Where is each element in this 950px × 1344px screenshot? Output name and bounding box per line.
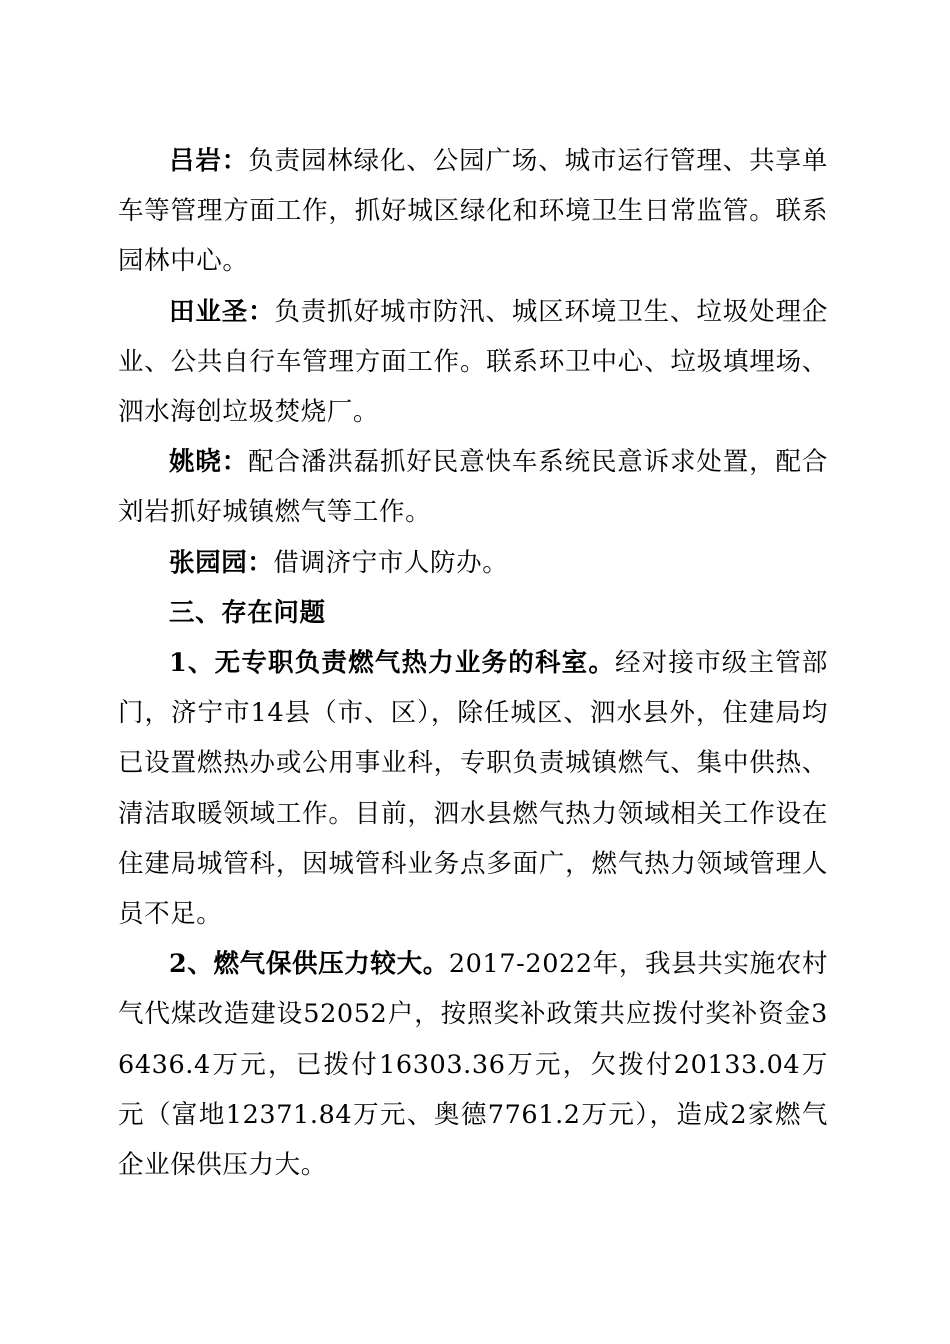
duty-paragraph-lv-yan — [118, 136, 828, 287]
duty-paragraph-yao-xiao — [118, 437, 828, 537]
duty-paragraph-zhang-yuanyuan — [118, 538, 828, 588]
person-name: 姚晓： — [169, 447, 249, 478]
duty-text: 负责抓好城市防汛、城区环境卫生、垃圾处理企业、公共自行车管理方面工作。联系环卫中心、垃圾填埋场、泗水海创垃圾焚烧厂。 — [118, 296, 828, 428]
issue-title: 1、无专职负责燃气热力业务的科室。 — [169, 648, 616, 679]
person-name: 田业圣： — [169, 296, 275, 327]
issue-paragraph-2 — [118, 939, 828, 1190]
issue-text: 2017-2022年，我县共实施农村气代煤改造建设52052户，按照奖补政策共应拨付奖补资金36436.4万元，已拨付16303.36万元，欠拨付20133.04万元（富地12371.84万元、奥德7761.2万元），造成2家燃气企业保供压力大。 — [118, 949, 828, 1181]
document-page — [118, 136, 828, 1190]
duty-text: 借调济宁市人防办。 — [273, 547, 509, 578]
person-name: 吕岩： — [169, 146, 249, 176]
person-name: 张园园： — [169, 547, 274, 578]
duty-text: 负责园林绿化、公园广场、城市运行管理、共享单车等管理方面工作，抓好城区绿化和环境卫生日常监管。联系园林中心。 — [118, 146, 828, 277]
issue-paragraph-1 — [118, 638, 828, 939]
issue-text: 经对接市级主管部门，济宁市14县（市、区），除任城区、泗水县外，住建局均已设置燃热办或公用事业科，专职负责城镇燃气、集中供热、清洁取暖领域工作。目前，泗水县燃气热力领域相关工作设在住建局城管科，因城管科业务点多面广，燃气热力领域管理人员不足。 — [118, 648, 828, 930]
section-heading: 三、存在问题 — [169, 597, 326, 628]
issue-title: 2、燃气保供压力较大。 — [169, 949, 449, 980]
duty-paragraph-tian-yesheng — [118, 287, 828, 438]
duty-text: 配合潘洪磊抓好民意快车系统民意诉求处置，配合刘岩抓好城镇燃气等工作。 — [118, 447, 828, 528]
